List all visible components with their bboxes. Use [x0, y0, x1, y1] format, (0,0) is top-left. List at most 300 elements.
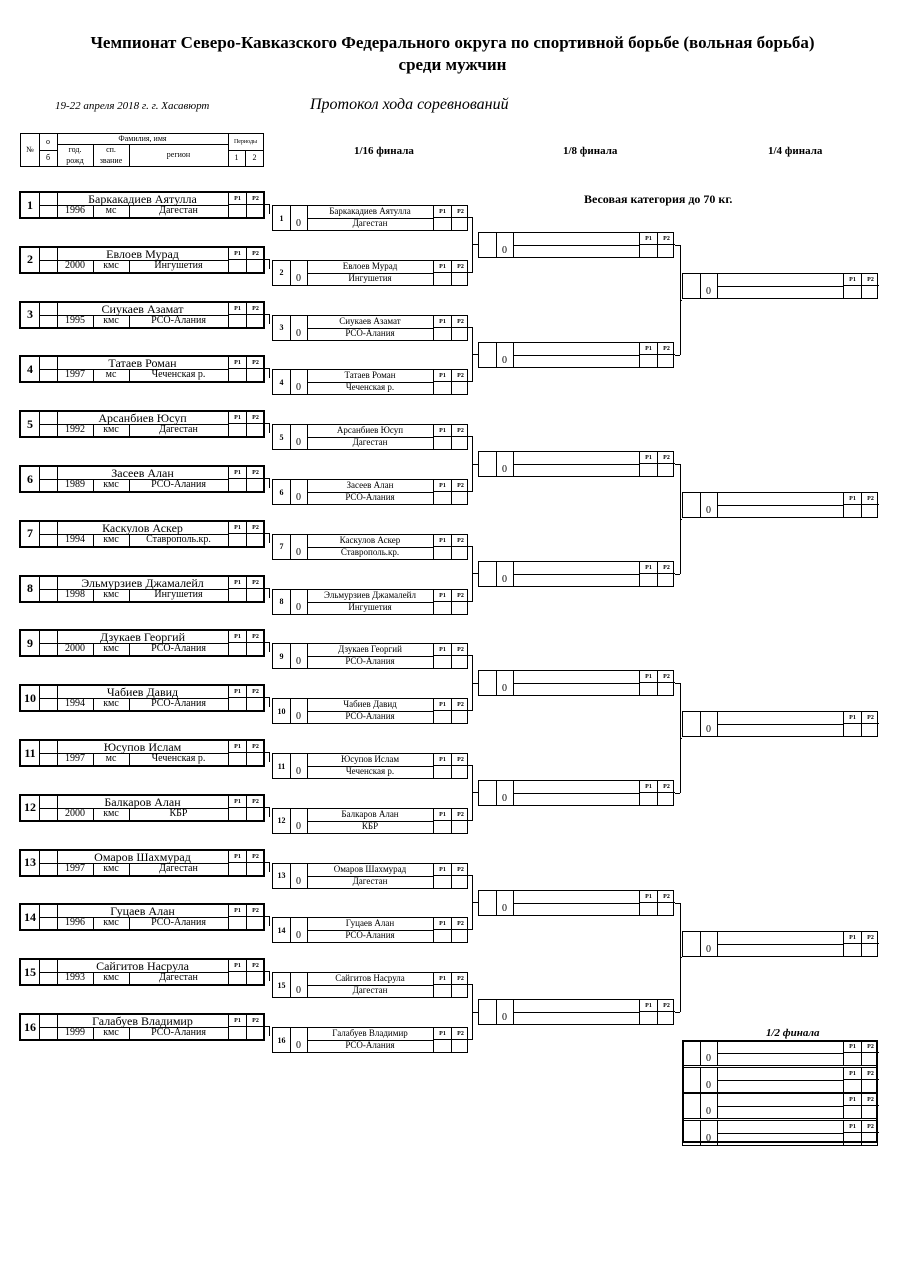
period-1-cell: P1	[228, 467, 246, 479]
participant-entry	[19, 191, 265, 219]
period-2-cell-b	[451, 382, 469, 394]
participant-blank-cell	[39, 479, 58, 491]
round16-region: РСО-Алания	[345, 656, 395, 667]
participant-region: КБР	[169, 807, 188, 819]
participant-blank-cell	[39, 369, 58, 381]
participant-year: 1999	[57, 1027, 94, 1039]
header-b: б	[39, 150, 58, 166]
round16-number: 2	[273, 261, 291, 285]
period-2-cell: P2	[246, 577, 264, 589]
round4-region	[717, 286, 843, 298]
period-1-cell-b	[639, 903, 657, 915]
participant-o-cell	[39, 303, 58, 316]
period-1-cell: P1	[228, 1015, 246, 1027]
bracket-line	[269, 314, 270, 324]
round16-number: 16	[273, 1028, 291, 1052]
round16-match	[272, 863, 468, 889]
participant-region: Чеченская р.	[151, 369, 206, 381]
bracket-line	[469, 929, 473, 930]
participant-name: Сайгитов Насрула	[57, 960, 228, 973]
semifinal-number	[683, 1121, 701, 1145]
period-2-cell-b	[246, 205, 264, 217]
bracket-line	[269, 697, 270, 707]
period-1-cell-b	[228, 205, 246, 217]
period-1-cell-b	[433, 1040, 451, 1052]
period-1-cell-b	[433, 382, 451, 394]
participant-number: 2	[21, 248, 40, 272]
period-2-cell: P2	[451, 918, 469, 930]
period-2-cell: P2	[246, 248, 264, 260]
period-2-cell-b	[246, 479, 264, 491]
period-1-cell-b	[228, 972, 246, 984]
round16-name: Юсупов Ислам	[307, 754, 433, 767]
round8-match	[478, 342, 674, 368]
bracket-line	[469, 381, 473, 382]
period-1-cell: P1	[639, 233, 657, 245]
round8-region	[513, 464, 639, 476]
participant-rank: мс	[93, 369, 130, 381]
participant-name: Чабиев Давид	[57, 686, 228, 699]
period-2-cell: P2	[657, 891, 675, 903]
round16-name: Арсанбиев Юсуп	[307, 425, 433, 438]
period-1-cell: P1	[639, 562, 657, 574]
period-2-cell: P2	[657, 562, 675, 574]
round8-region	[513, 793, 639, 805]
round8-blank	[496, 233, 514, 245]
round4-score: 0	[700, 505, 718, 517]
participant-blank-cell	[39, 534, 58, 546]
period-1-cell-b	[228, 315, 246, 327]
round16-region: Ставрополь.кр.	[340, 546, 400, 557]
participant-entry	[19, 684, 265, 712]
bracket-line	[680, 300, 682, 301]
participant-number: 11	[21, 741, 40, 765]
round16-score: 0	[290, 547, 308, 559]
round8-number	[479, 233, 497, 257]
round16-match	[272, 260, 468, 286]
bracket-line	[269, 1026, 270, 1036]
period-2-cell-b	[246, 863, 264, 875]
period-2-cell-b	[246, 315, 264, 327]
round16-region: Чеченская р.	[345, 382, 395, 393]
round8-region	[513, 245, 639, 257]
participant-year: 1995	[57, 315, 94, 327]
participant-entry	[19, 1013, 265, 1041]
round-8-label: 1/8 финала	[563, 145, 618, 157]
period-2-cell: P2	[657, 671, 675, 683]
participant-number: 3	[21, 303, 40, 327]
round16-score: 0	[290, 1040, 308, 1052]
round8-match	[478, 232, 674, 258]
participant-name: Юсупов Ислам	[57, 741, 228, 754]
round16-region: Дагестан	[352, 437, 388, 448]
round8-region	[513, 574, 639, 586]
round8-match	[478, 999, 674, 1025]
period-1-cell: P1	[228, 741, 246, 753]
period-1-cell: P1	[228, 960, 246, 972]
bracket-line	[680, 738, 682, 739]
participant-region: Ингушетия	[154, 588, 203, 600]
period-2-cell-b	[246, 589, 264, 601]
period-2-cell: P2	[246, 303, 264, 315]
participant-number: 5	[21, 412, 40, 436]
participant-blank-cell	[39, 698, 58, 710]
semifinal-match	[682, 1067, 878, 1093]
period-2-cell-b	[451, 656, 469, 668]
period-2-cell-b	[451, 766, 469, 778]
period-2-cell: P2	[246, 412, 264, 424]
round16-region: Дагестан	[352, 218, 388, 228]
participant-entry	[19, 849, 265, 877]
period-1-cell: P1	[433, 1028, 451, 1040]
period-2-cell: P2	[657, 233, 675, 245]
participant-blank-cell	[39, 1027, 58, 1039]
participant-o-cell	[39, 631, 58, 644]
round8-region	[513, 1012, 639, 1024]
round16-score: 0	[290, 985, 308, 997]
round4-match	[682, 492, 878, 518]
round16-name: Балкаров Алан	[307, 809, 433, 822]
participant-region: Дагестан	[159, 972, 198, 984]
semifinal-blank	[700, 1121, 718, 1133]
period-2-cell-b	[451, 328, 469, 340]
bracket-line	[469, 491, 473, 492]
semifinal-score: 0	[700, 1133, 718, 1145]
period-1-cell-b	[639, 245, 657, 257]
round16-name: Баркакадиев Аятулла	[307, 206, 433, 219]
round8-blank	[496, 1000, 514, 1012]
period-2-cell: P2	[451, 535, 469, 547]
participant-o-cell	[39, 193, 58, 206]
semifinal-blank	[700, 1068, 718, 1080]
period-1-cell: P1	[433, 754, 451, 766]
date-place: 19-22 апреля 2018 г. г. Хасавюрт	[55, 100, 210, 112]
bracket-line	[269, 204, 270, 214]
round16-match	[272, 205, 468, 231]
round8-match	[478, 670, 674, 696]
period-2-cell: P2	[657, 1000, 675, 1012]
round-16-label: 1/16 финала	[354, 145, 414, 157]
participant-number: 8	[21, 577, 40, 601]
period-2-cell: P2	[246, 741, 264, 753]
period-2-cell-b	[451, 547, 469, 559]
participant-region: Ставрополь.кр.	[146, 533, 211, 545]
participant-o-cell	[39, 905, 58, 918]
round8-score: 0	[496, 245, 514, 257]
round16-match	[272, 479, 468, 505]
participant-number: 13	[21, 851, 40, 875]
period-1-cell: P1	[843, 1041, 861, 1053]
round4-number	[683, 274, 701, 298]
participant-o-cell	[39, 467, 58, 480]
participant-blank-cell	[39, 643, 58, 655]
period-2-cell-b	[451, 711, 469, 723]
period-2-cell-b	[246, 698, 264, 710]
round16-name: Засеев Алан	[307, 480, 433, 493]
round16-name: Сиукаев Азамат	[307, 316, 433, 329]
period-2-cell-b	[657, 355, 675, 367]
period-1-cell: P1	[228, 193, 246, 205]
round16-number: 4	[273, 370, 291, 394]
bracket-line	[469, 710, 473, 711]
round8-region	[513, 355, 639, 367]
round8-match	[478, 780, 674, 806]
period-2-cell: P2	[451, 261, 469, 273]
period-1-cell-b	[228, 534, 246, 546]
period-2-cell-b	[246, 369, 264, 381]
participant-year: 1994	[57, 698, 94, 710]
period-2-cell-b	[451, 930, 469, 942]
period-2-cell: P2	[657, 343, 675, 355]
participant-region: Чеченская р.	[151, 753, 206, 764]
period-2-cell: P2	[451, 699, 469, 711]
period-2-cell: P2	[657, 781, 675, 793]
round16-region: КБР	[361, 820, 379, 831]
period-2-cell-b	[657, 1012, 675, 1024]
round16-blank	[290, 973, 308, 985]
participant-name: Арсанбиев Юсуп	[57, 412, 228, 425]
semifinal-blank	[700, 1094, 718, 1106]
participant-o-cell	[39, 1015, 58, 1028]
period-1-cell: P1	[843, 932, 861, 944]
round8-blank	[496, 781, 514, 793]
round16-score: 0	[290, 821, 308, 833]
participant-blank-cell	[39, 424, 58, 436]
round4-match	[682, 273, 878, 299]
round16-number: 10	[273, 699, 291, 723]
title-line-1: Чемпионат Северо-Кавказского Федерального округа по спортивной борьбе (вольная борьба)	[90, 33, 815, 52]
period-2-cell: P2	[246, 467, 264, 479]
participant-entry	[19, 355, 265, 383]
round16-blank	[290, 918, 308, 930]
period-2-cell-b	[657, 793, 675, 805]
round4-score: 0	[700, 286, 718, 298]
participant-name: Галабуев Владимир	[57, 1015, 228, 1028]
round4-blank	[700, 493, 718, 505]
participant-entry	[19, 465, 265, 493]
period-1-cell: P1	[228, 796, 246, 808]
period-2-cell: P2	[451, 370, 469, 382]
bracket-line	[469, 820, 473, 821]
period-1-cell-b	[843, 1133, 861, 1145]
period-2-cell-b	[451, 218, 469, 230]
participant-region: РСО-Алания	[151, 698, 206, 710]
round16-name: Эльмурзиев Джамалейл	[307, 590, 433, 603]
participant-blank-cell	[39, 972, 58, 984]
period-1-cell: P1	[433, 480, 451, 492]
bracket-line	[269, 533, 270, 543]
period-1-cell-b	[433, 985, 451, 997]
header-year: год.	[57, 144, 94, 155]
semifinal-score: 0	[700, 1106, 718, 1118]
participant-o-cell	[39, 741, 58, 754]
period-2-cell-b	[861, 1106, 879, 1118]
round4-blank	[700, 274, 718, 286]
period-1-cell-b	[228, 753, 246, 765]
period-1-cell: P1	[228, 522, 246, 534]
period-2-cell-b	[861, 724, 879, 736]
round16-match	[272, 424, 468, 450]
period-1-cell-b	[228, 643, 246, 655]
round16-score: 0	[290, 492, 308, 504]
period-1-cell-b	[843, 286, 861, 298]
round16-score: 0	[290, 602, 308, 614]
period-1-cell-b	[228, 424, 246, 436]
period-2-cell-b	[246, 643, 264, 655]
participant-o-cell	[39, 851, 58, 864]
round8-number	[479, 343, 497, 367]
title-line-2: среди мужчин	[398, 55, 507, 74]
period-2-cell-b	[451, 602, 469, 614]
round16-blank	[290, 754, 308, 766]
participant-year: 1997	[57, 369, 94, 381]
round16-blank	[290, 864, 308, 876]
period-1-cell-b	[433, 711, 451, 723]
participant-blank-cell	[39, 863, 58, 875]
period-1-cell: P1	[639, 452, 657, 464]
participant-rank: кмс	[93, 643, 130, 655]
bracket-line	[675, 793, 680, 794]
period-2-cell-b	[861, 1080, 879, 1092]
period-1-cell: P1	[639, 671, 657, 683]
period-1-cell-b	[433, 273, 451, 285]
period-2-cell-b	[246, 424, 264, 436]
period-2-cell-b	[861, 286, 879, 298]
round16-blank	[290, 644, 308, 656]
participant-entry	[19, 575, 265, 603]
header-period-1: 1	[228, 150, 246, 166]
period-1-cell-b	[228, 917, 246, 929]
period-1-cell: P1	[433, 590, 451, 602]
round16-blank	[290, 261, 308, 273]
participant-blank-cell	[39, 260, 58, 272]
participant-entry	[19, 520, 265, 548]
round16-region: Дагестан	[352, 875, 388, 886]
participant-entry	[19, 739, 265, 767]
participant-region: Дагестан	[159, 205, 198, 216]
round16-number: 7	[273, 535, 291, 559]
participant-entry	[19, 301, 265, 329]
round4-region	[717, 724, 843, 736]
participant-entry	[19, 246, 265, 274]
bracket-line	[680, 519, 682, 520]
period-2-cell-b	[451, 821, 469, 833]
period-1-cell: P1	[228, 905, 246, 917]
period-2-cell-b	[861, 505, 879, 517]
participant-name: Татаев Роман	[57, 357, 228, 370]
period-2-cell: P2	[451, 590, 469, 602]
participant-region: РСО-Алания	[151, 1027, 206, 1038]
period-2-cell: P2	[246, 1015, 264, 1027]
round16-match	[272, 315, 468, 341]
semifinal-number	[683, 1094, 701, 1118]
period-2-cell: P2	[861, 1068, 879, 1080]
semifinal-region	[717, 1106, 843, 1118]
round16-score: 0	[290, 766, 308, 778]
round8-score: 0	[496, 683, 514, 695]
period-1-cell: P1	[228, 631, 246, 643]
period-2-cell: P2	[451, 973, 469, 985]
period-1-cell-b	[843, 1053, 861, 1065]
participant-o-cell	[39, 357, 58, 370]
header-o: о	[39, 134, 58, 151]
period-1-cell: P1	[433, 973, 451, 985]
period-1-cell: P1	[639, 1000, 657, 1012]
participant-o-cell	[39, 522, 58, 535]
round16-match	[272, 753, 468, 779]
participant-rank: кмс	[93, 479, 130, 491]
round16-name: Чабиев Давид	[307, 699, 433, 712]
round4-score: 0	[700, 944, 718, 956]
participant-entry	[19, 958, 265, 986]
round16-blank	[290, 809, 308, 821]
period-1-cell: P1	[433, 206, 451, 218]
semifinal-region	[717, 1053, 843, 1065]
period-1-cell: P1	[433, 425, 451, 437]
participant-year: 1993	[57, 972, 94, 984]
round8-match	[478, 561, 674, 587]
round16-match	[272, 972, 468, 998]
participant-o-cell	[39, 686, 58, 699]
round8-match	[478, 451, 674, 477]
period-2-cell: P2	[861, 712, 879, 724]
period-1-cell-b	[433, 766, 451, 778]
period-2-cell-b	[451, 437, 469, 449]
period-2-cell: P2	[451, 425, 469, 437]
bracket-line	[469, 272, 473, 273]
header-periods: Периоды	[228, 134, 263, 151]
round4-region	[717, 505, 843, 517]
participant-number: 14	[21, 905, 40, 929]
round16-blank	[290, 316, 308, 328]
participant-name: Дзукаев Георгий	[57, 631, 228, 644]
period-2-cell: P2	[451, 754, 469, 766]
round16-number: 12	[273, 809, 291, 833]
bracket-line	[269, 971, 270, 981]
period-1-cell: P1	[433, 809, 451, 821]
round4-number	[683, 712, 701, 736]
period-2-cell-b	[451, 985, 469, 997]
period-2-cell: P2	[246, 631, 264, 643]
period-2-cell-b	[861, 1133, 879, 1145]
period-2-cell-b	[246, 260, 264, 272]
period-1-cell-b	[433, 821, 451, 833]
round16-match	[272, 698, 468, 724]
period-2-cell-b	[451, 273, 469, 285]
round16-match	[272, 917, 468, 943]
participant-rank: кмс	[93, 917, 130, 929]
period-1-cell-b	[228, 808, 246, 820]
round8-number	[479, 781, 497, 805]
round16-score: 0	[290, 437, 308, 449]
period-1-cell-b	[639, 683, 657, 695]
period-2-cell: P2	[657, 452, 675, 464]
round8-blank	[496, 671, 514, 683]
round16-match	[272, 534, 468, 560]
bracket-line	[269, 862, 270, 872]
round16-region: Ингушетия	[348, 272, 392, 283]
bracket-line	[675, 355, 680, 356]
participant-name: Каскулов Аскер	[57, 522, 228, 535]
header-num: №	[21, 134, 40, 166]
header-name: Фамилия, имя	[57, 134, 229, 145]
period-1-cell-b	[228, 479, 246, 491]
participant-o-cell	[39, 960, 58, 973]
period-1-cell-b	[228, 589, 246, 601]
period-1-cell-b	[228, 698, 246, 710]
period-2-cell: P2	[246, 357, 264, 369]
round16-blank	[290, 535, 308, 547]
